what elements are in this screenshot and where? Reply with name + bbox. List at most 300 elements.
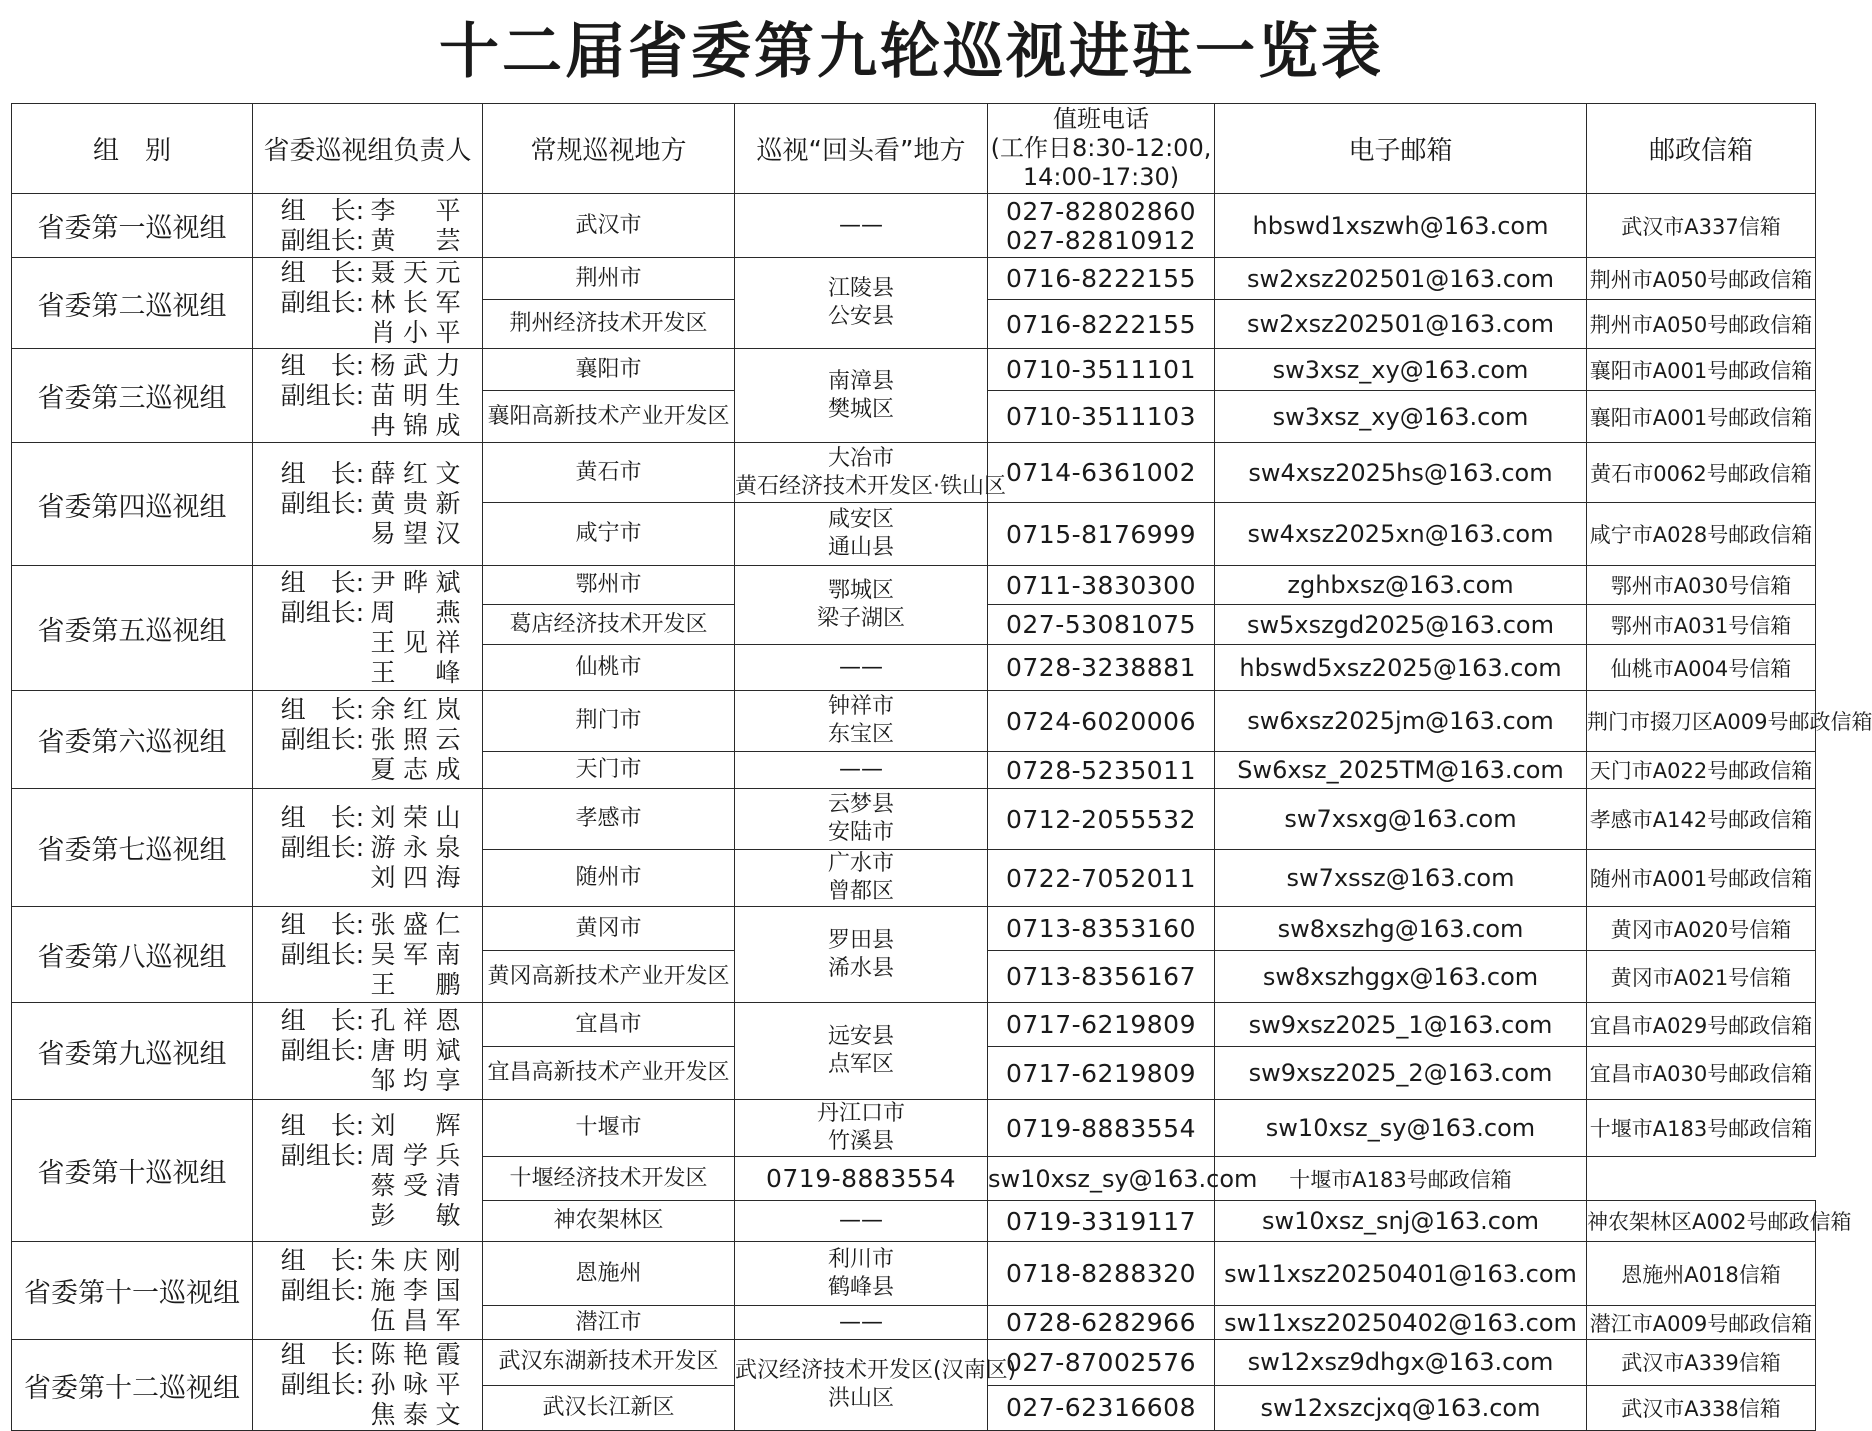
- leader-line: [253, 196, 482, 226]
- leader-role: 组 长:: [280, 1110, 365, 1140]
- revisit-place: [735, 1003, 988, 1100]
- group-leaders: [253, 349, 483, 443]
- revisit-line: 点军区: [827, 1052, 894, 1077]
- email-address: sw10xsz_sy@163.com: [1215, 1100, 1587, 1157]
- postal-box: 荆州市A050号邮政信箱: [1587, 258, 1816, 300]
- email-address: sw3xsz_xy@163.com: [1215, 391, 1587, 443]
- group-name: 省委第四巡视组: [12, 443, 253, 566]
- revisit-place: [735, 349, 988, 443]
- email-address: sw4xsz2025hs@163.com: [1215, 443, 1587, 503]
- regular-place: 恩施州: [483, 1242, 735, 1306]
- table-row: [12, 1242, 1816, 1306]
- revisit-place: [735, 645, 988, 691]
- duty-phone: [988, 1100, 1215, 1157]
- group-name: 省委第十二巡视组: [12, 1340, 253, 1431]
- phone-number: 0713-8356167: [1006, 962, 1196, 991]
- leader-line: [253, 940, 482, 970]
- revisit-line: 丹江口市: [816, 1101, 905, 1126]
- leader-role: 副组长:: [280, 1036, 365, 1065]
- revisit-line: 通山县: [827, 535, 894, 560]
- postal-box: 黄石市0062号邮政信箱: [1587, 443, 1816, 503]
- table-body: [12, 194, 1872, 1431]
- revisit-place: [735, 194, 988, 258]
- leader-line: [253, 970, 482, 1000]
- regular-place: 荆门市: [483, 691, 735, 752]
- leader-name: 刘荣山: [370, 802, 461, 832]
- regular-place: 宜昌市: [483, 1003, 735, 1047]
- group-leaders: [253, 443, 483, 566]
- email-address: sw12xsz9dhgx@163.com: [1215, 1340, 1587, 1386]
- duty-phone: [988, 1385, 1215, 1431]
- leader-line: [253, 1006, 482, 1036]
- postal-box: 天门市A022号邮政信箱: [1587, 752, 1816, 789]
- postal-box: 襄阳市A001号邮政信箱: [1587, 391, 1816, 443]
- leader-role: 组 长:: [280, 1006, 365, 1035]
- header-row: [12, 104, 1816, 194]
- leader-name: 刘 辉: [370, 1110, 461, 1140]
- leader-role: 副组长:: [280, 598, 365, 627]
- leader-name: 吴军南: [370, 939, 461, 969]
- leader-line: [253, 1201, 482, 1231]
- regular-place: 宜昌高新技术产业开发区: [483, 1047, 735, 1100]
- revisit-line: ——: [839, 757, 883, 782]
- revisit-place: [735, 566, 988, 645]
- postal-box: 恩施州A018信箱: [1587, 1242, 1816, 1306]
- leader-line: [253, 1066, 482, 1096]
- postal-box: 荆州市A050号邮政信箱: [1587, 300, 1816, 349]
- email-address: sw3xsz_xy@163.com: [1215, 349, 1587, 391]
- regular-place: 荆州经济技术开发区: [483, 300, 735, 349]
- revisit-place: [735, 443, 1006, 503]
- email-address: Sw6xsz_2025TM@163.com: [1215, 752, 1587, 789]
- phone-number: 0716-8222155: [1006, 309, 1196, 339]
- phone-number: 0728-5235011: [1006, 755, 1196, 785]
- leader-name: 游永泉: [370, 832, 461, 862]
- duty-phone: [988, 1340, 1215, 1386]
- leader-name: 张盛仁: [370, 909, 461, 939]
- phone-number: 0719-8883554: [766, 1164, 956, 1193]
- leader-role: 副组长:: [280, 832, 365, 862]
- duty-phone: [988, 391, 1215, 443]
- revisit-line: ——: [839, 654, 883, 680]
- revisit-place: [735, 850, 988, 907]
- email-address: sw4xsz2025xn@163.com: [1215, 503, 1587, 566]
- revisit-line: 鄂城区: [827, 578, 894, 603]
- duty-phone: [988, 691, 1215, 752]
- leader-role: 组 长:: [280, 694, 365, 724]
- phone-number: 0728-6282966: [1006, 1308, 1196, 1337]
- revisit-line: 云梦县: [827, 792, 894, 817]
- leader-line: [253, 598, 482, 628]
- phone-number: 0711-3830300: [1006, 570, 1196, 600]
- duty-phone: [988, 1306, 1215, 1340]
- regular-place: 黄石市: [483, 443, 735, 503]
- group-leaders: [253, 566, 483, 691]
- group-name: 省委第十巡视组: [12, 1100, 253, 1242]
- revisit-line: ——: [839, 1208, 883, 1233]
- revisit-place: [735, 752, 988, 789]
- duty-phone: [988, 443, 1215, 503]
- email-address: sw11xsz20250402@163.com: [1215, 1306, 1587, 1340]
- duty-phone: [988, 850, 1215, 907]
- leader-line: [253, 833, 482, 863]
- duty-phone: [988, 349, 1215, 391]
- table-row: [12, 691, 1816, 752]
- header-group: 组 别: [12, 104, 253, 194]
- leader-role: 组 长:: [280, 568, 365, 597]
- revisit-line: 武汉经济技术开发区(汉南区): [735, 1358, 1017, 1383]
- header-leaders: 省委巡视组负责人: [253, 104, 483, 194]
- leader-line: [253, 910, 482, 940]
- email-address: sw10xsz_sy@163.com: [988, 1157, 1215, 1201]
- revisit-line: 黄石经济技术开发区·铁山区: [735, 473, 1006, 499]
- revisit-line: 广水市: [827, 851, 894, 876]
- postal-box: 宜昌市A029号邮政信箱: [1587, 1003, 1816, 1047]
- group-leaders: [253, 1340, 483, 1431]
- leader-line: [253, 226, 482, 256]
- duty-phone: [988, 258, 1215, 300]
- revisit-line: 南漳县: [827, 368, 894, 394]
- table-row: [12, 443, 1816, 503]
- revisit-line: 咸安区: [827, 507, 894, 532]
- group-leaders: [253, 1100, 483, 1242]
- phone-number: 0714-6361002: [1006, 458, 1196, 487]
- revisit-place: [735, 1201, 988, 1242]
- leader-line: [253, 803, 482, 833]
- leader-line: [253, 1111, 482, 1141]
- email-address: sw6xsz2025jm@163.com: [1215, 691, 1587, 752]
- revisit-line: 浠水县: [827, 955, 894, 981]
- leader-line: [253, 755, 482, 785]
- postal-box: 武汉市A338信箱: [1587, 1385, 1816, 1431]
- page-title: 十二届省委第九轮巡视进驻一览表: [439, 17, 1384, 87]
- revisit-place: [735, 691, 988, 752]
- leader-line: [253, 1400, 482, 1430]
- leader-line: [253, 1246, 482, 1276]
- email-address: sw5xszgd2025@163.com: [1215, 605, 1587, 645]
- postal-box: 襄阳市A001号邮政信箱: [1587, 349, 1816, 391]
- leader-name: 周 燕: [370, 598, 461, 627]
- leader-role: 组 长:: [280, 802, 365, 832]
- leader-line: [253, 1370, 482, 1400]
- email-address: sw8xszhggx@163.com: [1215, 951, 1587, 1003]
- email-address: sw8xszhg@163.com: [1215, 907, 1587, 951]
- table-row: [12, 1340, 1816, 1386]
- leader-role: 副组长:: [280, 1370, 365, 1399]
- email-address: sw2xsz202501@163.com: [1215, 300, 1587, 349]
- leader-name: 王 鹏: [370, 969, 461, 999]
- phone-number: 0728-3238881: [1006, 653, 1196, 682]
- leader-role: 副组长:: [280, 1275, 365, 1305]
- duty-phone: [988, 1003, 1215, 1047]
- leader-name: 黄 芸: [370, 225, 461, 255]
- group-name: 省委第五巡视组: [12, 566, 253, 691]
- leader-line: [253, 411, 482, 441]
- leader-name: 孔祥恩: [370, 1006, 461, 1035]
- revisit-line: 竹溪县: [827, 1129, 894, 1154]
- revisit-line: 梁子湖区: [816, 606, 905, 631]
- group-name: 省委第二巡视组: [12, 258, 253, 349]
- email-address: sw10xsz_snj@163.com: [1215, 1201, 1587, 1242]
- revisit-line: 东宝区: [827, 722, 894, 747]
- leader-role: 组 长:: [280, 909, 365, 939]
- phone-number: 0710-3511101: [1006, 355, 1196, 384]
- email-address: zghbxsz@163.com: [1215, 566, 1587, 605]
- leader-role: 副组长:: [280, 1140, 365, 1170]
- postal-box: 十堰市A183号邮政信箱: [1215, 1157, 1587, 1201]
- inspection-table: [11, 103, 1872, 1431]
- leader-role: 组 长:: [280, 459, 365, 488]
- postal-box: 武汉市A337信箱: [1587, 194, 1816, 258]
- revisit-line: ——: [839, 1309, 883, 1335]
- phone-number: 0724-6020006: [1006, 706, 1196, 736]
- revisit-place: [735, 258, 988, 349]
- leader-name: 薛红文: [370, 459, 461, 488]
- revisit-line: 曾都区: [827, 879, 894, 904]
- leader-name: 李 平: [370, 195, 461, 225]
- postal-box: 宜昌市A030号邮政信箱: [1587, 1047, 1816, 1100]
- duty-phone: [988, 503, 1215, 566]
- revisit-line: 江陵县: [827, 276, 894, 301]
- revisit-line: 利川市: [827, 1246, 894, 1272]
- group-name: 省委第三巡视组: [12, 349, 253, 443]
- table-row: [12, 1100, 1816, 1157]
- leader-role: 副组长:: [280, 939, 365, 969]
- header-email: 电子邮箱: [1215, 104, 1587, 194]
- group-leaders: [253, 194, 483, 258]
- regular-place: 武汉长江新区: [483, 1385, 735, 1431]
- duty-phone: [988, 1242, 1215, 1306]
- table-row: [12, 194, 1816, 258]
- leader-name: 陈艳霞: [370, 1340, 461, 1369]
- table-row: [12, 789, 1816, 850]
- leader-name: 苗明生: [370, 380, 461, 410]
- group-name: 省委第七巡视组: [12, 789, 253, 907]
- leader-role: 副组长:: [280, 225, 365, 255]
- postal-box: 鄂州市A031号信箱: [1587, 605, 1816, 645]
- group-leaders: [253, 1242, 483, 1340]
- leader-name: 焦泰文: [370, 1400, 461, 1429]
- duty-phone: [988, 194, 1215, 258]
- leader-name: 黄贵新: [370, 489, 461, 518]
- phone-number: 0722-7052011: [1006, 863, 1196, 893]
- email-address: hbswd1xszwh@163.com: [1215, 194, 1587, 258]
- leader-name: 肖小平: [370, 318, 461, 347]
- leader-name: 施李国: [370, 1275, 461, 1305]
- leader-name: 王见祥: [370, 628, 461, 657]
- header-mail: 邮政信箱: [1587, 104, 1816, 194]
- header-phone-line2: (工作日8:30-12:00,: [990, 134, 1212, 162]
- revisit-line: 安陆市: [827, 820, 894, 845]
- leader-line: [253, 628, 482, 658]
- header-regular: 常规巡视地方: [483, 104, 735, 194]
- table-row: [12, 1003, 1816, 1047]
- table-row: [12, 566, 1816, 605]
- leader-name: 唐明斌: [370, 1036, 461, 1065]
- leader-name: 朱庆刚: [370, 1245, 461, 1275]
- duty-phone: [988, 300, 1215, 349]
- leader-line: [253, 1276, 482, 1306]
- group-leaders: [253, 1003, 483, 1100]
- leader-line: [253, 725, 482, 755]
- email-address: hbswd5xsz2025@163.com: [1215, 645, 1587, 691]
- revisit-line: 罗田县: [827, 927, 894, 953]
- leader-name: 余红岚: [370, 694, 461, 724]
- revisit-place: [735, 1242, 988, 1306]
- header-phone-line3: 14:00-17:30): [1022, 163, 1180, 191]
- duty-phone: [988, 789, 1215, 850]
- group-leaders: [253, 789, 483, 907]
- email-address: sw11xsz20250401@163.com: [1215, 1242, 1587, 1306]
- leader-role: 副组长:: [280, 380, 365, 410]
- group-name: 省委第十一巡视组: [12, 1242, 253, 1340]
- regular-place: 襄阳高新技术产业开发区: [483, 391, 735, 443]
- email-address: sw7xssz@163.com: [1215, 850, 1587, 907]
- leader-name: 冉锦成: [370, 410, 461, 440]
- regular-place: 天门市: [483, 752, 735, 789]
- leader-name: 伍昌军: [370, 1305, 461, 1335]
- regular-place: 咸宁市: [483, 503, 735, 566]
- postal-box: 神农架林区A002号邮政信箱: [1587, 1201, 1816, 1242]
- postal-box: 潜江市A009号邮政信箱: [1587, 1306, 1816, 1340]
- leader-name: 张照云: [370, 724, 461, 754]
- regular-place: 随州市: [483, 850, 735, 907]
- leader-line: [253, 695, 482, 725]
- leader-line: [253, 658, 482, 688]
- leader-line: [253, 489, 482, 519]
- leader-name: 尹晔斌: [370, 568, 461, 597]
- phone-number: 0716-8222155: [1006, 264, 1196, 294]
- leader-role: 组 长:: [280, 258, 365, 287]
- regular-place: 神农架林区: [483, 1201, 735, 1242]
- revisit-line: 樊城区: [827, 396, 894, 422]
- leader-role: 组 长:: [280, 1340, 365, 1369]
- group-name: 省委第六巡视组: [12, 691, 253, 789]
- group-leaders: [253, 691, 483, 789]
- leader-line: [253, 1340, 482, 1370]
- postal-box: 鄂州市A030号信箱: [1587, 566, 1816, 605]
- leader-name: 刘四海: [370, 862, 461, 892]
- header-phone-line1: 值班电话: [1053, 105, 1149, 133]
- phone-number: 0713-8353160: [1006, 914, 1196, 943]
- phone-number: 0718-8288320: [1006, 1259, 1196, 1288]
- email-address: sw12xszcjxq@163.com: [1215, 1385, 1587, 1431]
- regular-place: 孝感市: [483, 789, 735, 850]
- leader-name: 易望汉: [370, 519, 461, 548]
- regular-place: 潜江市: [483, 1306, 735, 1340]
- revisit-place: [735, 503, 988, 566]
- duty-phone: [988, 752, 1215, 789]
- phone-number: 0719-3319117: [1006, 1206, 1196, 1236]
- duty-phone: [988, 951, 1215, 1003]
- leader-line: [253, 863, 482, 893]
- leader-name: 邹均享: [370, 1066, 461, 1095]
- regular-place: 葛店经济技术开发区: [483, 605, 735, 645]
- postal-box: 黄冈市A020号信箱: [1587, 907, 1816, 951]
- leader-line: [253, 459, 482, 489]
- postal-box: 荆门市掇刀区A009号邮政信箱: [1587, 691, 1816, 752]
- leader-role: 副组长:: [280, 724, 365, 754]
- leader-line: [253, 1306, 482, 1336]
- leader-line: [253, 1036, 482, 1066]
- regular-place: 襄阳市: [483, 349, 735, 391]
- leader-role: 组 长:: [280, 350, 365, 380]
- revisit-line: 洪山区: [827, 1386, 894, 1411]
- phone-number: 0719-8883554: [1006, 1113, 1196, 1143]
- leader-line: [253, 288, 482, 318]
- revisit-line: 远安县: [827, 1024, 894, 1049]
- header-phone: [988, 104, 1215, 194]
- header-revisit: 巡视“回头看”地方: [735, 104, 988, 194]
- leader-line: [253, 1171, 482, 1201]
- phone-number: 027-62316608: [1006, 1393, 1196, 1423]
- regular-place: 黄冈市: [483, 907, 735, 951]
- regular-place: 十堰市: [483, 1100, 735, 1157]
- postal-box: 咸宁市A028号邮政信箱: [1587, 503, 1816, 566]
- leader-name: 夏志成: [370, 754, 461, 784]
- phone-number: 0715-8176999: [1006, 519, 1196, 549]
- phone-number: 0717-6219809: [1006, 1058, 1196, 1088]
- email-address: sw7xsxg@163.com: [1215, 789, 1587, 850]
- phone-number: 027-82810912: [1006, 225, 1196, 255]
- leader-name: 王 峰: [370, 658, 461, 687]
- revisit-line: ——: [839, 212, 883, 238]
- email-address: sw2xsz202501@163.com: [1215, 258, 1587, 300]
- duty-phone: [735, 1157, 988, 1201]
- revisit-line: 鹤峰县: [827, 1274, 894, 1300]
- leader-role: 组 长:: [280, 195, 365, 225]
- leader-name: 聂天元: [370, 258, 461, 287]
- duty-phone: [988, 907, 1215, 951]
- leader-name: 孙咏平: [370, 1370, 461, 1399]
- leader-line: [253, 318, 482, 348]
- regular-place: 仙桃市: [483, 645, 735, 691]
- leader-name: 林长军: [370, 288, 461, 317]
- duty-phone: [988, 605, 1215, 645]
- postal-box: 随州市A001号邮政信箱: [1587, 850, 1816, 907]
- email-address: sw9xsz2025_1@163.com: [1215, 1003, 1587, 1047]
- postal-box: 十堰市A183号邮政信箱: [1587, 1100, 1816, 1157]
- postal-box: 武汉市A339信箱: [1587, 1340, 1816, 1386]
- table-row: [12, 258, 1816, 300]
- phone-number: 027-53081075: [1006, 610, 1196, 639]
- leader-name: 蔡受清: [370, 1170, 461, 1200]
- revisit-place: [735, 907, 988, 1003]
- revisit-place: [735, 1340, 1017, 1431]
- leader-line: [253, 1141, 482, 1171]
- phone-number: 0710-3511103: [1006, 402, 1196, 431]
- group-name: 省委第八巡视组: [12, 907, 253, 1003]
- leader-line: [253, 519, 482, 549]
- leader-role: 组 长:: [280, 1245, 365, 1275]
- leader-name: 周学兵: [370, 1140, 461, 1170]
- group-leaders: [253, 907, 483, 1003]
- leader-line: [253, 568, 482, 598]
- group-leaders: [253, 258, 483, 349]
- revisit-line: 钟祥市: [827, 694, 894, 719]
- regular-place: 荆州市: [483, 258, 735, 300]
- leader-name: 彭 敏: [370, 1200, 461, 1230]
- regular-place: 黄冈高新技术产业开发区: [483, 951, 735, 1003]
- leader-name: 杨武力: [370, 350, 461, 380]
- leader-line: [253, 258, 482, 288]
- revisit-place: [735, 1306, 988, 1340]
- revisit-place: [735, 1100, 988, 1157]
- duty-phone: [988, 1201, 1215, 1242]
- phone-number: 027-82802860: [1006, 196, 1196, 226]
- table-row: [12, 349, 1816, 391]
- group-name: 省委第九巡视组: [12, 1003, 253, 1100]
